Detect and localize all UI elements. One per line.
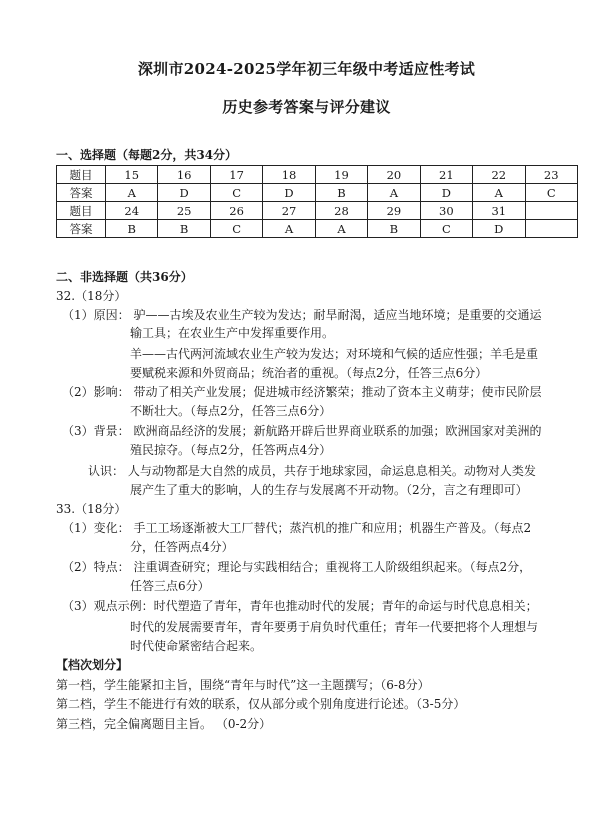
answer-table-cell: 15 bbox=[106, 166, 158, 184]
grading-level-3: 第三档，完全偏离题目主旨。 （0-2分） bbox=[56, 717, 272, 731]
answer-table-cell: C bbox=[210, 184, 262, 202]
answer-table-cell: 30 bbox=[420, 202, 472, 220]
answer-table-cell: D bbox=[473, 220, 525, 238]
answer-table-cell: 26 bbox=[210, 202, 262, 220]
answer-table-cell: A bbox=[106, 184, 158, 202]
grading-level-2: 第二档，学生不能进行有效的联系，仅从部分或个别角度进行论述。（3-5分） bbox=[56, 697, 466, 711]
row-label-cell: 答案 bbox=[57, 184, 106, 202]
answer-table-cell: A bbox=[315, 220, 367, 238]
q33-header: 33.（18分） bbox=[56, 502, 127, 516]
q32-understanding-line: 展产生了重大的影响，人的生存与发展离不开动物。（2分，言之有理即可） bbox=[130, 483, 528, 497]
answer-table-cell: 21 bbox=[420, 166, 472, 184]
answer-table-cell: 17 bbox=[210, 166, 262, 184]
answer-table-cell bbox=[525, 202, 578, 220]
answer-table-cell: 31 bbox=[473, 202, 525, 220]
grading-levels-heading: 【档次划分】 bbox=[56, 658, 129, 672]
answer-table-cell: 29 bbox=[368, 202, 420, 220]
answer-table-cell: D bbox=[158, 184, 210, 202]
answer-table-cell bbox=[525, 220, 578, 238]
answer-table-cell: 18 bbox=[263, 166, 315, 184]
answer-table-cell: 19 bbox=[315, 166, 367, 184]
answer-table-cell: C bbox=[420, 220, 472, 238]
row-label-cell: 题目 bbox=[57, 202, 106, 220]
answer-table-cell: 20 bbox=[368, 166, 420, 184]
answer-table-cell: B bbox=[315, 184, 367, 202]
q33-3-viewpoint-line: 时代的发展需要青年，青年要勇于肩负时代重任；青年一代要把将个人理想与 bbox=[130, 620, 539, 634]
q32-3-background-line: 殖民掠夺。（每点2分，任答两点4分） bbox=[130, 443, 332, 457]
answer-table-cell: A bbox=[473, 184, 525, 202]
document-title: 深圳市2024-2025学年初三年级中考适应性考试 bbox=[137, 60, 476, 78]
q33-3-viewpoint-line: （3）观点示例：时代塑造了青年，青年也推动时代的发展；青年的命运与时代息息相关； bbox=[62, 599, 538, 613]
q33-2-feature-line: 任答三点6分） bbox=[130, 579, 210, 593]
q33-1-change-line: 分，任答两点4分） bbox=[130, 540, 234, 554]
answer-table-cell: 25 bbox=[158, 202, 210, 220]
q32-3-background-line: （3）背景： 欧洲商品经济的发展；新航路开辟后世界商业联系的加强；欧洲国家对美洲的 bbox=[62, 424, 542, 438]
answer-table-cell: A bbox=[368, 184, 420, 202]
answer-table-cell: C bbox=[525, 184, 578, 202]
answer-table-cell: A bbox=[263, 220, 315, 238]
answer-table bbox=[56, 165, 578, 238]
q32-1-reason-line: 羊——古代两河流域农业生产较为发达；对环境和气候的适应性强；羊毛是重 bbox=[130, 347, 539, 361]
answer-table-cell: 23 bbox=[525, 166, 578, 184]
q32-understanding-line: 认识： 人与动物都是大自然的成员，共存于地球家园，命运息息相关。动物对人类发 bbox=[88, 464, 536, 478]
document-subtitle: 历史参考答案与评分建议 bbox=[222, 98, 391, 116]
section-heading-nonchoice: 二、非选择题（共36分） bbox=[56, 270, 193, 284]
answer-table-row bbox=[57, 220, 578, 238]
q32-2-impact-line: （2）影响： 带动了相关产业发展；促进城市经济繁荣；推动了资本主义萌芽；使市民阶层 bbox=[62, 385, 542, 399]
answer-table-cell: B bbox=[368, 220, 420, 238]
row-label-cell: 答案 bbox=[57, 220, 106, 238]
answer-table-row bbox=[57, 166, 578, 184]
q33-2-feature-line: （2）特点： 注重调查研究；理论与实践相结合；重视将工人阶级组织起来。（每点2分， bbox=[62, 560, 532, 574]
answer-table-cell: D bbox=[420, 184, 472, 202]
answer-table-cell: B bbox=[106, 220, 158, 238]
section-heading-choice: 一、选择题（每题2分，共34分） bbox=[56, 148, 238, 162]
q32-1-reason-line: 要赋税来源和外贸商品；统治者的重视。（每点2分，任答三点6分） bbox=[130, 366, 488, 380]
row-label-cell: 题目 bbox=[57, 166, 106, 184]
answer-table-cell: 28 bbox=[315, 202, 367, 220]
answer-table-row bbox=[57, 202, 578, 220]
q32-1-reason-line: 输工具；在农业生产中发挥重要作用。 bbox=[130, 326, 335, 340]
q32-header: 32.（18分） bbox=[56, 289, 127, 303]
answer-table-cell: 24 bbox=[106, 202, 158, 220]
q32-1-reason-line: （1）原因： 驴——古埃及农业生产较为发达；耐旱耐渴，适应当地环境；是重要的交通运 bbox=[62, 308, 542, 322]
answer-table-cell: D bbox=[263, 184, 315, 202]
answer-table-row bbox=[57, 184, 578, 202]
q32-2-impact-line: 不断壮大。（每点2分，任答三点6分） bbox=[130, 404, 332, 418]
answer-table-cell: 16 bbox=[158, 166, 210, 184]
answer-table-cell: 27 bbox=[263, 202, 315, 220]
answer-table-cell: C bbox=[210, 220, 262, 238]
grading-level-1: 第一档，学生能紧扣主旨，围绕“青年与时代”这一主题撰写；（6-8分） bbox=[56, 678, 430, 692]
answer-table-cell: 22 bbox=[473, 166, 525, 184]
answer-table-cell: B bbox=[158, 220, 210, 238]
q33-3-viewpoint-line: 时代使命紧密结合起来。 bbox=[130, 639, 263, 653]
q33-1-change-line: （1）变化： 手工工场逐渐被大工厂替代；蒸汽机的推广和应用；机器生产普及。（每点2 bbox=[62, 521, 532, 535]
